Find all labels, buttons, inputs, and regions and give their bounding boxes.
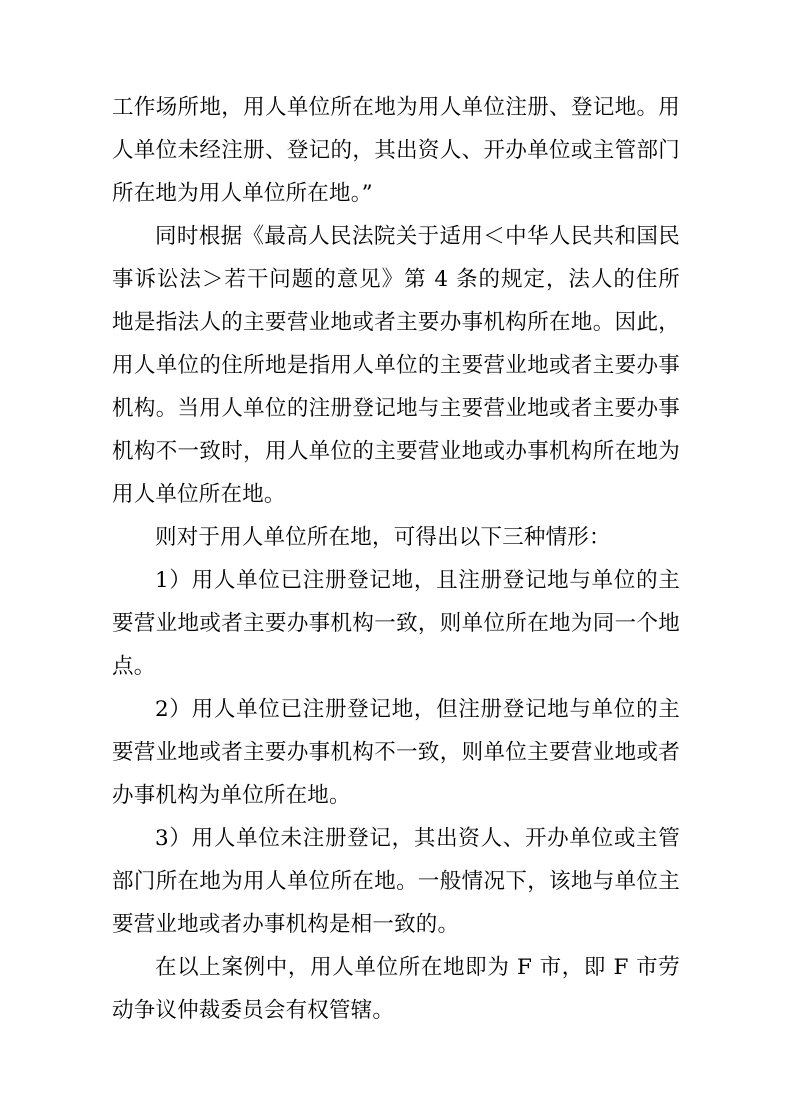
paragraph: 工作场所地，用人单位所在地为用人单位注册、登记地。用人单位未经注册、登记的，其出资人、开办单位或主管部门所在地为用人单位所在地。” — [112, 95, 680, 206]
paragraph: 则对于用人单位所在地，可得出以下三种情形： — [155, 525, 611, 550]
paragraph: 在以上案例中，用人单位所在地即为 F 市，即 F 市劳动争议仲裁委员会有权管辖。 — [112, 955, 680, 1023]
paragraph: 2）用人单位已注册登记地，但注册登记地与单位的主要营业地或者主要办事机构不一致，则单位主要营业地或者办事机构为单位所在地。 — [112, 697, 680, 808]
paragraph: 同时根据《最高人民法院关于适用＜中华人民共和国民事诉讼法＞若干问题的意见》第 4 条的规定，法人的住所地是指法人的主要营业地或者主要办事机构所在地。因此，用人单位的住所地是指用人单位的主要营业地或者主要办事机构。当用人单位的注册登记地与主要营业地或者主要办事机构不一致时，用人单位的主要营业地或办事机构所在地为用人单位所在地。 — [112, 224, 680, 507]
document-body — [112, 86, 680, 1032]
paragraph: 1）用人单位已注册登记地，且注册登记地与单位的主要营业地或者主要办事机构一致，则单位所在地为同一个地点。 — [112, 568, 680, 679]
paragraph: 3）用人单位未注册登记，其出资人、开办单位或主管部门所在地为用人单位所在地。一般情况下，该地与单位主要营业地或者办事机构是相一致的。 — [112, 826, 680, 937]
